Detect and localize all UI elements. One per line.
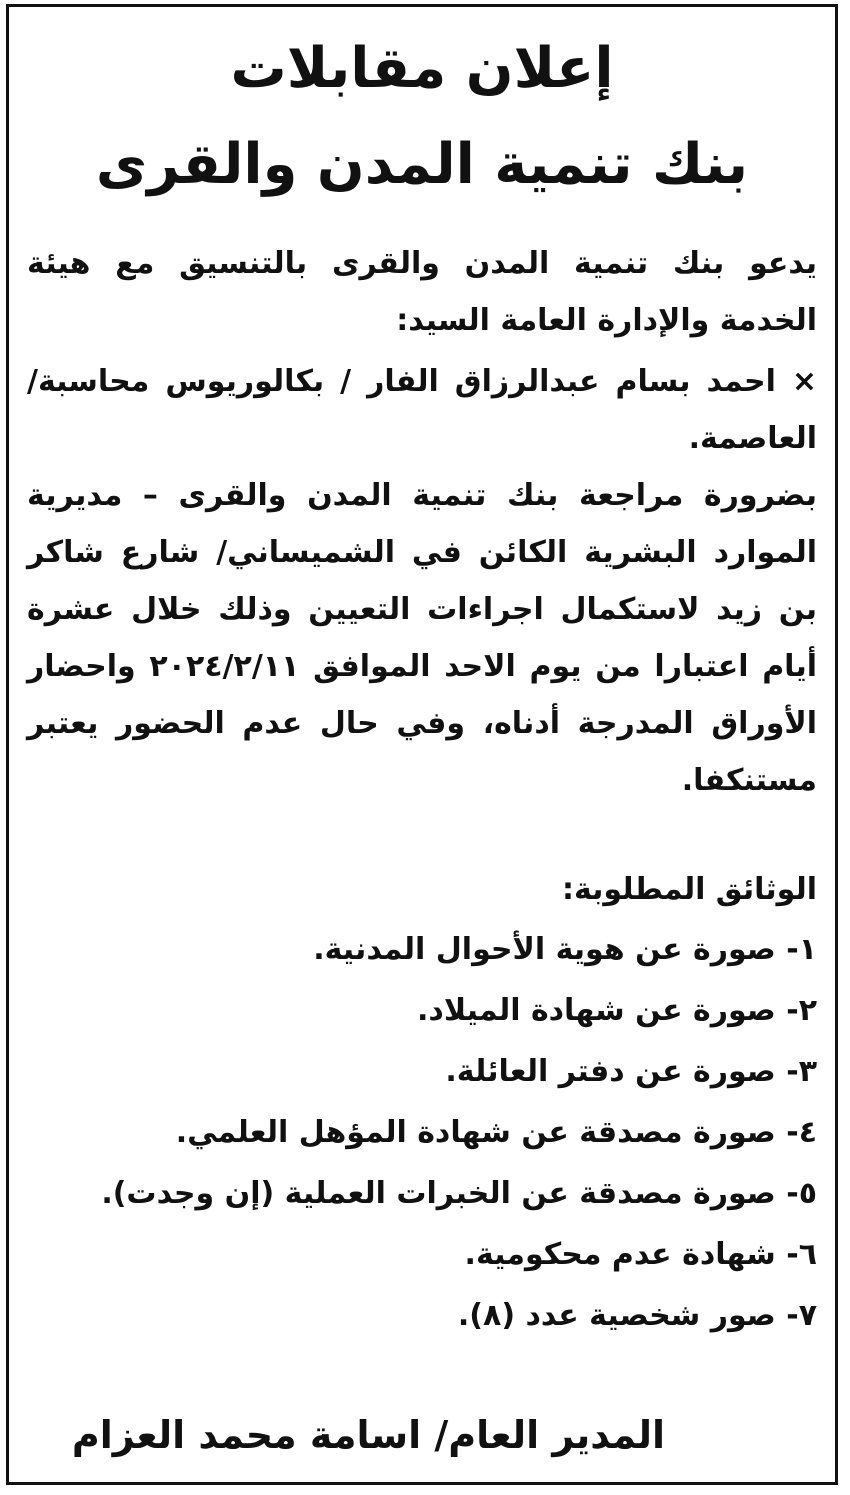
list-item: ٥- صورة مصدقة عن الخبرات العملية (إن وجدت). [101,1176,817,1211]
list-item: ١- صورة عن هوية الأحوال المدنية. [313,932,817,967]
section-spacer [27,809,817,861]
advertisement-frame [6,4,838,1485]
list-item: ٦- شهادة عدم محكومية. [464,1237,817,1272]
list-item: ٣- صورة عن دفتر العائلة. [445,1054,817,1089]
title-block [27,21,817,213]
list-item: ٧- صور شخصية عدد (٨). [457,1298,817,1333]
list-item: ٤- صورة مصدقة عن شهادة المؤهل العلمي. [175,1115,817,1150]
announcement-body [27,235,817,809]
documents-list [27,919,817,1346]
instructions-paragraph: بضرورة مراجعة بنك تنمية المدن والقرى – مديرية الموارد البشرية الكائن في الشميساني/ شارع شاكر بن زيد لاستكمال اجراءات التعيين وذلك خلال عشرة أيام اعتبارا من يوم الاحد الموافق ٢٠٢٤/٢/١١ واحضار الأوراق المدرجة أدناه، وفي حال عدم الحضور يعتبر مستنكفا. [27,478,817,798]
documents-heading: الوثائق المطلوبة: [561,872,817,907]
candidate-entry: × احمد بسام عبدالرزاق الفار / بكالوريوس محاسبة/ العاصمة. [27,364,817,456]
title-line-2: بنك تنمية المدن والقرى [95,132,749,197]
list-item: ٢- صورة عن شهادة الميلاد. [417,993,817,1028]
intro-paragraph: يدعو بنك تنمية المدن والقرى بالتنسيق مع هيئة الخدمة والإدارة العامة السيد: [27,246,817,338]
title-line-1: إعلان مقابلات [230,36,614,101]
signature-line: المدير العام/ اسامة محمد العزام [71,1413,665,1457]
